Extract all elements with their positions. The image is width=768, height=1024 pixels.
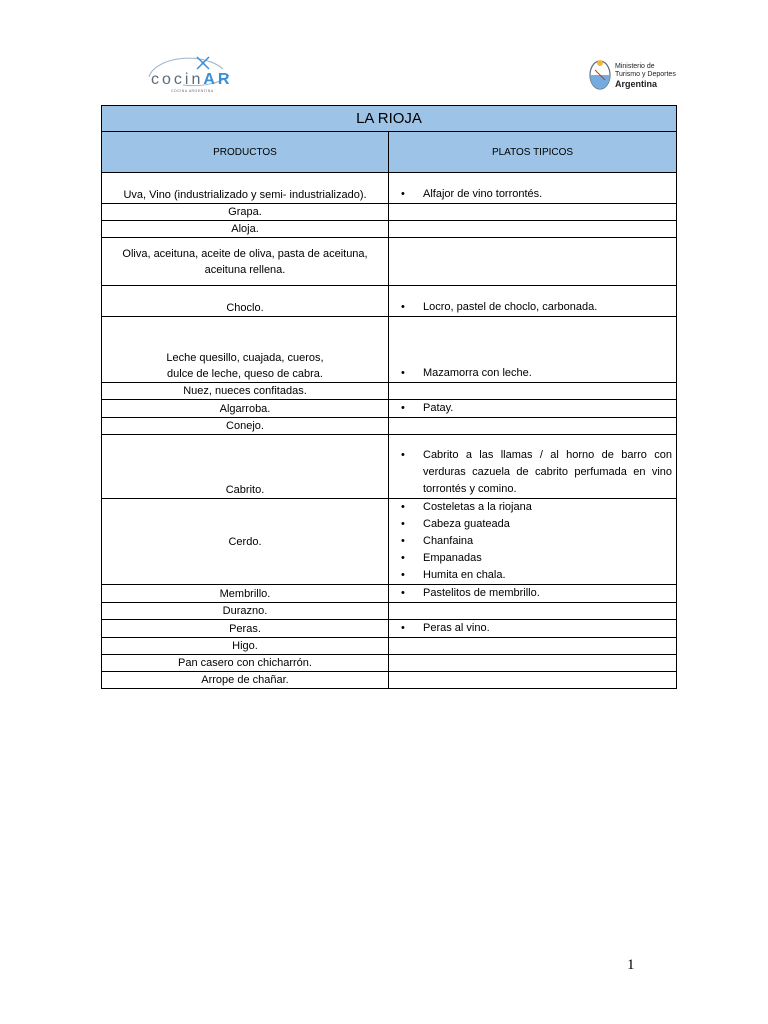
dish-item: • Locro, pastel de choclo, carbonada. [423, 299, 672, 316]
table-title: LA RIOJA [102, 106, 677, 132]
product-cell: Uva, Vino (industrializado y semi- industrializado). [102, 173, 389, 204]
product-cell: Leche quesillo, cuajada, cueros, dulce de leche, queso de cabra. [102, 317, 389, 383]
la-rioja-table [101, 105, 677, 689]
dishes-cell [389, 400, 677, 418]
page-number: 1 [627, 957, 635, 973]
dishes-cell [389, 585, 677, 603]
cocinar-wordmark: cocinAR [151, 71, 233, 88]
col-header-products: PRODUCTOS [102, 132, 389, 173]
dish-item: • Chanfaina [423, 533, 672, 550]
product-cell: Membrillo. [102, 585, 389, 603]
dish-item: • Patay. [423, 400, 672, 417]
dish-item: • Mazamorra con leche. [423, 365, 672, 382]
product-cell: Algarroba. [102, 400, 389, 418]
dishes-cell [389, 204, 677, 221]
dish-item: • Cabrito a las llamas / al horno de barro con verduras cazuela de cabrito perfumada en vino torrontés y comino. [423, 447, 672, 498]
dish-item: • Humita en chala. [423, 567, 672, 584]
product-cell: Pan casero con chicharrón. [102, 655, 389, 672]
product-cell: Conejo. [102, 418, 389, 435]
argentina-shield-icon [588, 58, 612, 92]
product-cell: Cabrito. [102, 435, 389, 499]
cocinar-logo [143, 55, 238, 97]
ministerio-text: Ministerio de Turismo y Deportes Argentina [615, 63, 676, 89]
dishes-cell [389, 620, 677, 638]
product-cell: Higo. [102, 638, 389, 655]
product-cell: Choclo. [102, 286, 389, 317]
dish-item: • Peras al vino. [423, 620, 672, 637]
product-cell: Grapa. [102, 204, 389, 221]
product-cell: Nuez, nueces confitadas. [102, 383, 389, 400]
dishes-cell [389, 383, 677, 400]
dish-item: • Costeletas a la riojana [423, 499, 672, 516]
product-cell: Peras. [102, 620, 389, 638]
dish-item: • Cabeza guateada [423, 516, 672, 533]
dishes-cell [389, 603, 677, 620]
dishes-cell [389, 418, 677, 435]
dish-item: • Alfajor de vino torrontés. [423, 186, 672, 203]
ministerio-logo [588, 58, 688, 98]
product-cell: Durazno. [102, 603, 389, 620]
col-header-dishes: PLATOS TIPICOS [389, 132, 677, 173]
product-cell: Arrope de chañar. [102, 672, 389, 689]
dishes-cell [389, 221, 677, 238]
dishes-cell [389, 499, 677, 585]
product-cell: Aloja. [102, 221, 389, 238]
dishes-cell [389, 435, 677, 499]
dishes-cell [389, 638, 677, 655]
dishes-cell [389, 173, 677, 204]
dish-item: • Pastelitos de membrillo. [423, 585, 672, 602]
dishes-cell [389, 286, 677, 317]
product-cell: Cerdo. [102, 499, 389, 585]
dishes-cell [389, 238, 677, 286]
product-cell: Oliva, aceituna, aceite de oliva, pasta de aceituna, aceituna rellena. [102, 238, 389, 286]
dishes-cell [389, 655, 677, 672]
cocinar-tagline: COCINA ARGENTINA [171, 89, 214, 93]
dishes-cell [389, 672, 677, 689]
dish-item: • Empanadas [423, 550, 672, 567]
dishes-cell [389, 317, 677, 383]
